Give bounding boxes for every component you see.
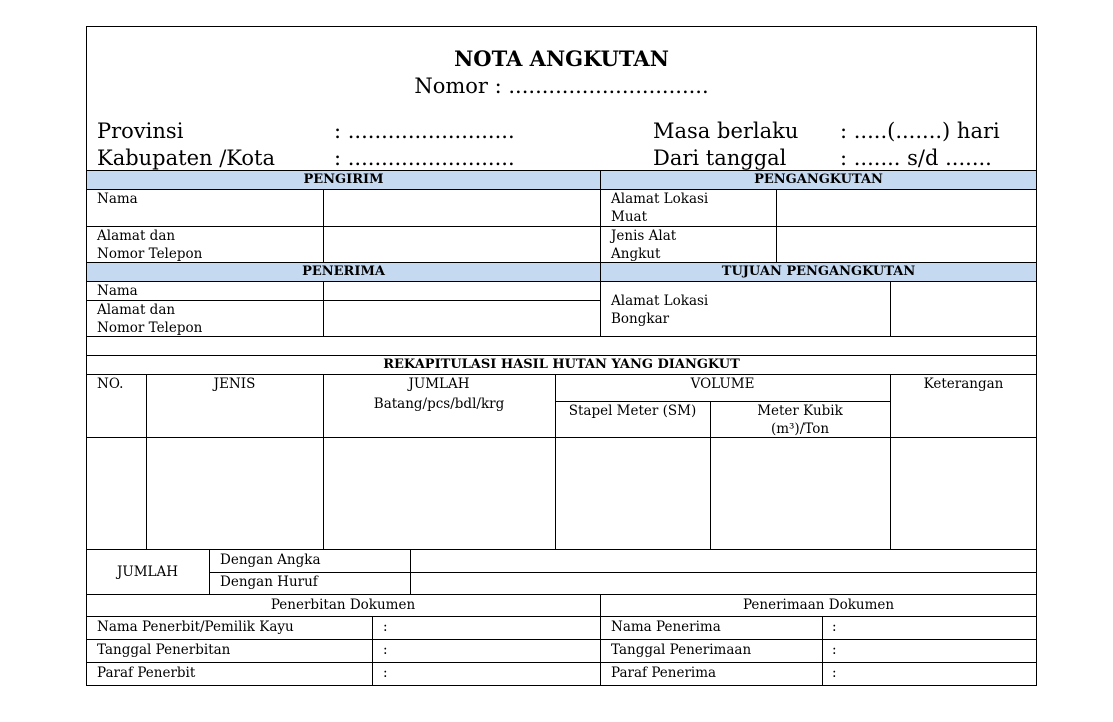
nama-penerima-label: Nama Penerima xyxy=(611,619,721,635)
col-kubik-header: Meter Kubik xyxy=(757,403,843,419)
divider xyxy=(555,374,556,549)
divider xyxy=(410,549,411,594)
pengangkutan-title: PENGANGKUTAN xyxy=(754,172,883,187)
colon: : xyxy=(832,642,837,658)
divider xyxy=(600,170,601,336)
paraf-penerima-label: Paraf Penerima xyxy=(611,665,717,681)
divider xyxy=(86,170,1037,171)
provinsi-value: : ......................... xyxy=(334,119,515,143)
colon: : xyxy=(383,642,388,658)
tanggal-penerbitan-label: Tanggal Penerbitan xyxy=(97,642,231,658)
col-volume-header: VOLUME xyxy=(690,376,755,392)
colon: : xyxy=(383,619,388,635)
lokasi-muat-label: Alamat Lokasi xyxy=(611,191,709,207)
dari-tanggal-label: Dari tanggal xyxy=(653,146,787,170)
divider xyxy=(323,281,324,336)
divider xyxy=(323,189,324,262)
lokasi-bongkar-label: Bongkar xyxy=(611,311,670,327)
rekap-title: REKAPITULASI HASIL HUTAN YANG DIANGKUT xyxy=(383,357,740,372)
divider xyxy=(86,437,1037,438)
tujuan-title: TUJUAN PENGANGKUTAN xyxy=(721,264,916,279)
penerimaan-title: Penerimaan Dokumen xyxy=(742,597,895,613)
penerima-title: PENERIMA xyxy=(302,264,385,279)
divider xyxy=(86,189,1037,190)
divider xyxy=(372,616,373,686)
provinsi-label: Provinsi xyxy=(97,119,184,143)
penerima-nama-label: Nama xyxy=(97,283,138,299)
col-jumlah-unit: Batang/pcs/bdl/krg xyxy=(373,396,505,412)
dengan-angka-label: Dengan Angka xyxy=(220,552,321,568)
divider xyxy=(86,336,1037,337)
document-title: NOTA ANGKUTAN xyxy=(454,46,669,71)
col-no-header: NO. xyxy=(97,376,124,392)
divider xyxy=(86,262,1037,263)
document-number: Nomor : .............................. xyxy=(414,74,709,98)
colon: : xyxy=(832,619,837,635)
masa-berlaku-value: : .....(.......) hari xyxy=(840,119,1000,143)
divider xyxy=(146,374,147,549)
kabupaten-label: Kabupaten /Kota xyxy=(97,146,276,170)
paraf-penerbit-label: Paraf Penerbit xyxy=(97,665,196,681)
col-keterangan-header: Keterangan xyxy=(923,376,1004,392)
divider xyxy=(86,281,1037,282)
tanggal-penerimaan-label: Tanggal Penerimaan xyxy=(611,642,752,658)
divider xyxy=(86,226,1037,227)
col-stapel-header: Stapel Meter (SM) xyxy=(568,403,697,419)
jumlah-label: JUMLAH xyxy=(116,564,179,580)
pengirim-alamat-label: Alamat dan xyxy=(97,228,176,244)
divider xyxy=(86,594,1037,595)
penerima-alamat-label: Alamat dan xyxy=(97,302,176,318)
penerbitan-title: Penerbitan Dokumen xyxy=(270,597,416,613)
col-jumlah-header: JUMLAH xyxy=(408,376,470,392)
pengirim-title: PENGIRIM xyxy=(303,172,384,187)
divider xyxy=(890,374,891,549)
col-kubik-unit: (m³)/Ton xyxy=(770,421,830,437)
divider xyxy=(86,662,1037,663)
divider xyxy=(776,189,777,262)
masa-berlaku-label: Masa berlaku xyxy=(653,119,799,143)
nama-penerbit-label: Nama Penerbit/Pemilik Kayu xyxy=(97,619,294,635)
colon: : xyxy=(832,665,837,681)
divider xyxy=(86,549,1037,550)
jenis-alat-label: Jenis Alat xyxy=(611,228,677,244)
divider xyxy=(822,616,823,686)
pengirim-telepon-label: Nomor Telepon xyxy=(97,246,203,262)
col-jenis-header: JENIS xyxy=(213,376,256,392)
dengan-huruf-label: Dengan Huruf xyxy=(220,574,318,590)
penerima-telepon-label: Nomor Telepon xyxy=(97,320,203,336)
colon: : xyxy=(383,665,388,681)
kabupaten-value: : ......................... xyxy=(334,146,515,170)
lokasi-bongkar-label: Alamat Lokasi xyxy=(611,293,709,309)
divider xyxy=(209,549,210,594)
dari-tanggal-value: : ....... s/d ....... xyxy=(840,146,992,170)
jenis-alat-label: Angkut xyxy=(611,246,661,262)
divider xyxy=(209,572,1037,573)
divider xyxy=(86,616,1037,617)
pengirim-nama-label: Nama xyxy=(97,191,138,207)
divider xyxy=(890,281,891,336)
lokasi-muat-label: Muat xyxy=(611,209,647,225)
divider xyxy=(86,639,1037,640)
